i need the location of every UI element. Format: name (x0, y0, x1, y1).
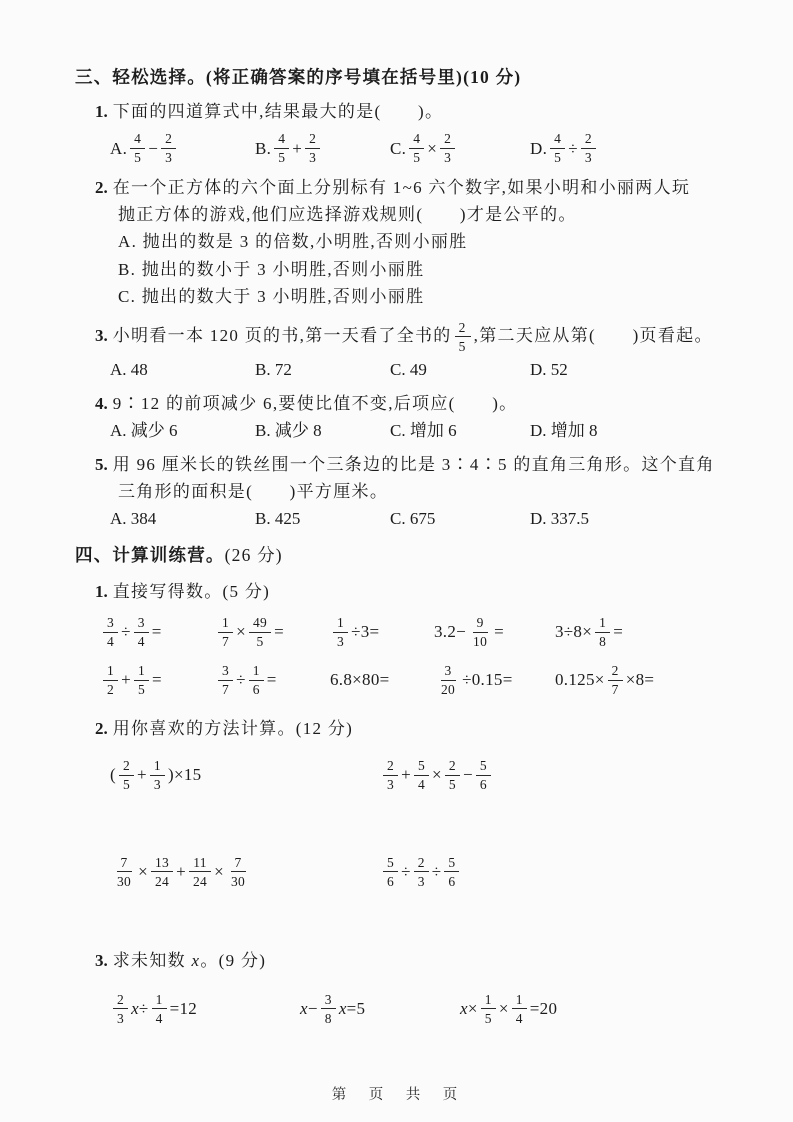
footer (0, 1083, 793, 1104)
question-4-line (95, 390, 737, 417)
calc-expression: 0.125× $\frac{2}{7}$ ×8= (555, 663, 655, 698)
calc-expression: 6.8×80= (330, 670, 390, 690)
question-4-options (110, 417, 737, 444)
option-d: D. 增加 8 (530, 420, 598, 440)
fraction: $\frac{3}{8}$ (321, 992, 336, 1026)
question-5-line-2 (95, 478, 737, 505)
calc-expression: $\frac{1}{2}$ + $\frac{1}{5}$ = (100, 661, 215, 699)
question-2-text-1: 在一个正方体的六个面上分别标有 1~6 六个数字,如果小明和小丽两人玩 (112, 178, 691, 198)
calc-expression: $\frac{1}{3}$ ÷3= (330, 613, 434, 651)
fraction: $\frac{1}{4}$ (512, 992, 527, 1026)
fraction: $\frac{3}{20}$ (441, 663, 456, 698)
option-b: B. 72 (255, 359, 292, 379)
fraction: $\frac{1}{3}$ (150, 758, 165, 792)
fraction: $\frac{9}{10}$ (473, 614, 488, 650)
option-a: A. 减少 6 (110, 420, 178, 440)
question-2-choice-a: A. 抛出的数是 3 的倍数,小明胜,否则小丽胜 (118, 232, 468, 252)
question-2-line-2 (95, 201, 737, 228)
fraction: $\frac{49}{5}$ (249, 615, 271, 649)
fraction: $\frac{5}{6}$ (444, 855, 459, 889)
part-2-number: 2. (95, 719, 108, 739)
calc-expression: 3÷8× $\frac{1}{8}$ = (555, 614, 624, 650)
question-1 (95, 98, 737, 125)
method-expression: ( $\frac{2}{5}$ + $\frac{1}{3}$ )×15 (110, 758, 202, 793)
fraction: $\frac{5}{6}$ (383, 855, 398, 889)
page-number-label: 第 页 共 页 (331, 1087, 462, 1103)
method-expression: $\frac{5}{6}$ ÷ $\frac{2}{3}$ ÷ $\frac{5}{6}$ (380, 853, 737, 891)
question-5-options (110, 505, 737, 532)
fraction: $\frac{4}{5}$ (130, 131, 145, 165)
question-5-text-2: 三角形的面积是( )平方厘米。 (118, 481, 389, 501)
part-3-label: 求未知数 x。(9 分) (112, 950, 267, 970)
section-3-title: 三、轻松选择。(将正确答案的序号填在括号里) (75, 67, 464, 87)
equation: $\frac{2}{3}$ x ÷ $\frac{1}{4}$ =12 (110, 990, 300, 1028)
calc-expression: $\frac{1}{7}$ × $\frac{49}{5}$ = (215, 613, 330, 651)
question-4-number: 4. (95, 393, 108, 413)
section-3-heading (75, 64, 737, 91)
question-5 (95, 451, 737, 505)
calc-expression: 3.2− $\frac{9}{10}$ = (434, 614, 505, 650)
question-5-text-1: 用 96 厘米长的铁丝围一个三条边的比是 3∶4∶5 的直角三角形。这个直角 (112, 454, 715, 474)
question-3-number: 3. (95, 325, 108, 345)
option-b: B. $\frac{4}{5}$ + $\frac{2}{3}$ (255, 129, 390, 167)
fraction: $\frac{1}{6}$ (249, 663, 264, 697)
section-4-points: (26 分) (224, 544, 283, 565)
option-d: D. $\frac{4}{5}$ ÷ $\frac{2}{3}$ (530, 129, 737, 167)
fraction: $\frac{2}{5}$ (445, 758, 460, 792)
option-a: A. $\frac{4}{5}$ − $\frac{2}{3}$ (110, 129, 255, 167)
fraction: $\frac{2}{5}$ (119, 758, 134, 792)
question-3-options (110, 356, 737, 383)
calc-expression: $\frac{3}{4}$ ÷ $\frac{3}{4}$ = (100, 613, 215, 651)
direct-calculation-grid (100, 613, 737, 699)
question-3-line (95, 318, 737, 356)
calc-expression: $\frac{3}{7}$ ÷ $\frac{1}{6}$ = (215, 661, 330, 699)
question-3-text: 小明看一本 120 页的书,第一天看了全书的 $\frac{2}{5}$ ,第二天应从第( )页看起。 (112, 319, 713, 354)
fraction: $\frac{1}{4}$ (152, 992, 167, 1026)
fraction: $\frac{3}{7}$ (218, 663, 233, 697)
option-c: C. 675 (390, 508, 436, 528)
fraction: $\frac{5}{4}$ (414, 758, 429, 792)
part-2-title (95, 715, 737, 742)
fraction: $\frac{2}{3}$ (113, 992, 128, 1026)
question-5-line-1 (95, 451, 737, 478)
section-4-title: 四、计算训练营。 (75, 544, 225, 565)
question-2-line-1 (95, 174, 737, 201)
solve-x-grid (110, 990, 737, 1028)
fraction: $\frac{2}{3}$ (383, 758, 398, 792)
fraction: $\frac{2}{3}$ (581, 131, 596, 165)
section-4-heading (75, 542, 737, 569)
question-4 (95, 390, 737, 417)
question-1-options (110, 129, 737, 167)
fraction: $\frac{1}{8}$ (595, 615, 610, 649)
fraction: $\frac{4}{5}$ (550, 131, 565, 165)
fraction: $\frac{4}{5}$ (274, 131, 289, 165)
question-2-choice-c: C. 抛出的数大于 3 小明胜,否则小丽胜 (118, 287, 425, 307)
section-3-points: (10 分) (463, 67, 522, 87)
option-b: B. 减少 8 (255, 420, 322, 440)
method-calculation-grid (110, 756, 737, 890)
question-1-number: 1. (95, 102, 108, 121)
question-1-line (95, 98, 737, 125)
fraction: $\frac{5}{6}$ (476, 758, 491, 792)
fraction: $\frac{11}{24}$ (189, 855, 211, 889)
equation: x × $\frac{1}{5}$ × $\frac{1}{4}$ =20 (460, 991, 558, 1026)
fraction: $\frac{13}{24}$ (151, 855, 173, 889)
fraction: $\frac{7}{30}$ (117, 854, 132, 889)
part-1-number: 1. (95, 581, 108, 601)
fraction: $\frac{1}{5}$ (481, 992, 496, 1026)
option-d: D. 52 (530, 359, 568, 379)
option-c: C. 增加 6 (390, 420, 457, 440)
question-2-choice-b: B. 抛出的数小于 3 小明胜,否则小丽胜 (118, 259, 425, 279)
option-d: D. 337.5 (530, 508, 590, 528)
fraction: $\frac{2}{7}$ (608, 663, 623, 697)
part-3-title (95, 947, 737, 974)
option-b: B. 425 (255, 508, 301, 528)
fraction: $\frac{2}{3}$ (161, 131, 176, 165)
method-expression: $\frac{7}{30}$ × $\frac{13}{24}$ + $\frac{11}{24}$ × $\frac{7}{30}$ (110, 853, 380, 891)
question-5-number: 5. (95, 454, 108, 474)
option-c: C. 49 (390, 359, 427, 379)
option-a: A. 48 (110, 359, 148, 379)
option-a: A. 384 (110, 508, 157, 528)
equation: x − $\frac{3}{8}$ x =5 (300, 991, 366, 1026)
fraction: $\frac{3}{4}$ (134, 615, 149, 649)
part-1-title (95, 578, 737, 605)
fraction: $\frac{1}{5}$ (134, 663, 149, 697)
fraction: $\frac{2}{3}$ (305, 131, 320, 165)
question-3 (95, 318, 737, 356)
question-1-text: 下面的四道算式中,结果最大的是( )。 (112, 102, 444, 121)
fraction: $\frac{1}{7}$ (218, 615, 233, 649)
fraction: $\frac{1}{2}$ (103, 663, 118, 697)
calc-expression: $\frac{3}{20}$ ÷0.15= (434, 661, 555, 699)
question-4-text: 9∶12 的前项减少 6,要使比值不变,后项应( )。 (112, 393, 518, 413)
fraction: $\frac{2}{5}$ (455, 320, 471, 354)
question-2-number: 2. (95, 178, 108, 198)
fraction: $\frac{2}{3}$ (414, 855, 429, 889)
option-c: C. $\frac{4}{5}$ × $\frac{2}{3}$ (390, 129, 530, 167)
fraction: $\frac{4}{5}$ (409, 131, 424, 165)
method-expression: $\frac{2}{3}$ + $\frac{5}{4}$ × $\frac{2}{5}$ − $\frac{5}{6}$ (380, 756, 737, 794)
fraction: $\frac{7}{30}$ (231, 854, 246, 889)
fraction: $\frac{2}{3}$ (440, 131, 455, 165)
question-2-text-2: 抛正方体的游戏,他们应选择游戏规则( )才是公平的。 (118, 205, 577, 225)
fraction: $\frac{3}{4}$ (103, 615, 118, 649)
fraction: $\frac{1}{3}$ (333, 615, 348, 649)
question-2 (95, 174, 737, 228)
part-3-number: 3. (95, 950, 108, 970)
part-1-label: 直接写得数。(5 分) (112, 581, 271, 601)
part-2-label: 用你喜欢的方法计算。(12 分) (112, 719, 354, 739)
